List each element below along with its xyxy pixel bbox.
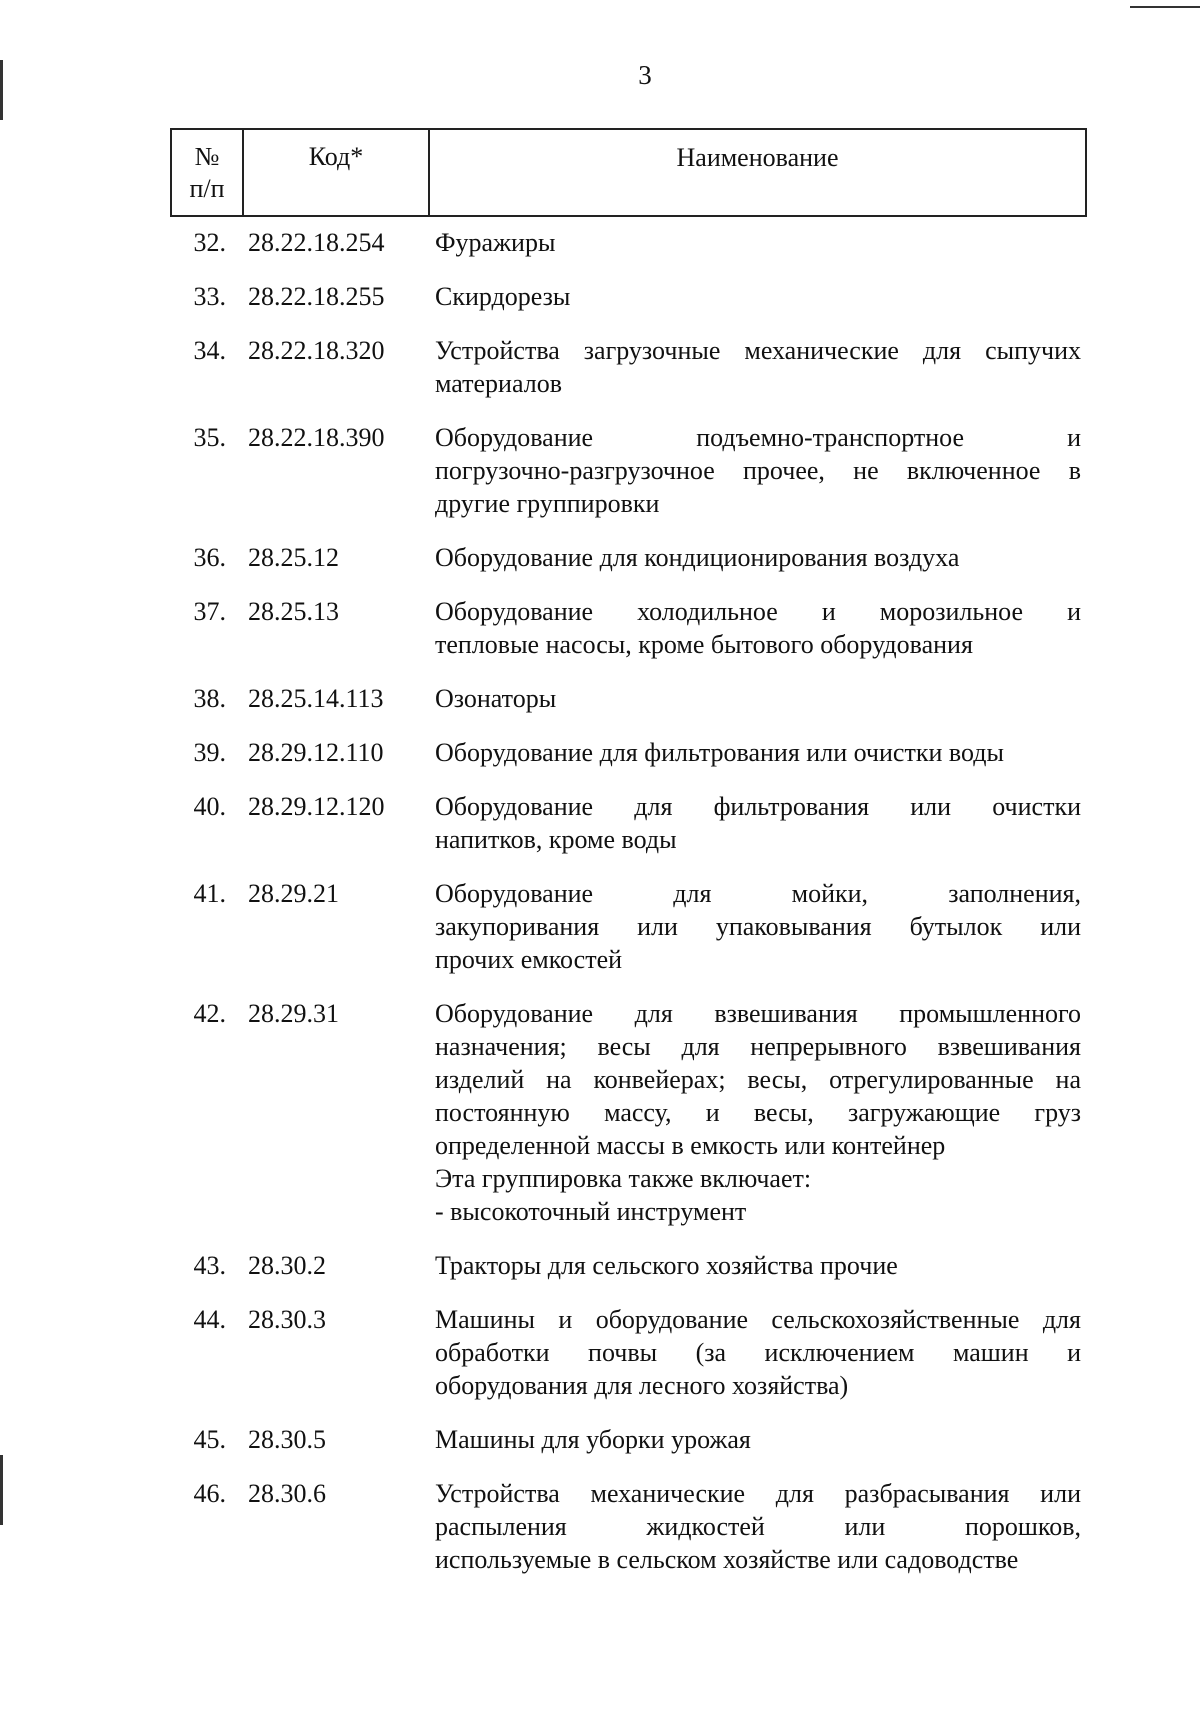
row-name — [435, 790, 1081, 856]
table-row — [170, 595, 1087, 661]
row-code: 28.22.18.320 — [248, 336, 385, 365]
row-code: 28.30.2 — [248, 1251, 326, 1280]
row-code: 28.22.18.255 — [248, 282, 385, 311]
row-name-line: Устройства загрузочные механические для сыпучих — [435, 336, 1081, 365]
row-name-line: Оборудование для кондиционирования воздуха — [435, 543, 960, 572]
header-number-line: № — [194, 142, 220, 171]
row-name-line: назначения; весы для непрерывного взвешивания — [435, 1032, 1081, 1061]
row-name-line: - высокоточный инструмент — [435, 1197, 747, 1226]
table-body — [170, 226, 1087, 1597]
page-number: 3 — [638, 60, 652, 90]
row-name-line: Скирдорезы — [435, 282, 571, 311]
row-number: 42. — [193, 999, 226, 1028]
row-name — [435, 541, 1081, 574]
table-header — [170, 128, 1087, 217]
row-name-line: Машины для уборки урожая — [435, 1425, 751, 1454]
row-name-line: Машины и оборудование сельскохозяйственные для — [435, 1305, 1081, 1334]
row-number: 33. — [193, 282, 226, 311]
row-number: 34. — [193, 336, 226, 365]
table-row — [170, 1249, 1087, 1282]
row-code: 28.30.3 — [248, 1305, 326, 1334]
row-number: 43. — [193, 1251, 226, 1280]
row-number: 32. — [193, 228, 226, 257]
row-number: 35. — [193, 423, 226, 452]
corner-line — [1130, 6, 1200, 8]
table-row — [170, 334, 1087, 400]
row-name — [435, 334, 1081, 400]
row-number: 40. — [193, 792, 226, 821]
row-number: 36. — [193, 543, 226, 572]
table-row — [170, 736, 1087, 769]
row-name — [435, 877, 1081, 976]
header-number-column — [172, 130, 244, 215]
row-name-line: Оборудование для фильтрования или очистки воды — [435, 738, 1004, 767]
binding-edge-mark — [0, 60, 3, 120]
row-code: 28.22.18.254 — [248, 228, 385, 257]
row-name-line: тепловые насосы, кроме бытового оборудования — [435, 630, 973, 659]
row-name-line: погрузочно-разгрузочное прочее, не включенное в — [435, 456, 1081, 485]
binding-edge-mark — [0, 1455, 3, 1525]
row-code: 28.30.6 — [248, 1479, 326, 1508]
row-number: 39. — [193, 738, 226, 767]
table-row — [170, 682, 1087, 715]
row-name-line: оборудования для лесного хозяйства) — [435, 1371, 849, 1400]
row-name — [435, 595, 1081, 661]
row-name-line: Оборудование холодильное и морозильное и — [435, 597, 1081, 626]
table-row — [170, 1477, 1087, 1576]
row-name-line: закупоривания или упаковывания бутылок или — [435, 912, 1081, 941]
row-name-line: изделий на конвейерах; весы, отрегулированные на — [435, 1065, 1081, 1094]
row-code: 28.25.12 — [248, 543, 339, 572]
row-name — [435, 1423, 1081, 1456]
row-name — [435, 1303, 1081, 1402]
row-name-line: напитков, кроме воды — [435, 825, 677, 854]
row-name — [435, 1249, 1081, 1282]
row-name-line: Озонаторы — [435, 684, 557, 713]
row-name — [435, 997, 1081, 1228]
row-number: 38. — [193, 684, 226, 713]
row-name-line: Оборудование подъемно-транспортное и — [435, 423, 1081, 452]
row-code: 28.29.12.120 — [248, 792, 385, 821]
table-row — [170, 790, 1087, 856]
header-name-column: Наименование — [676, 143, 839, 172]
row-code: 28.22.18.390 — [248, 423, 385, 452]
row-code: 28.25.14.113 — [248, 684, 384, 713]
row-name-line: Фуражиры — [435, 228, 556, 257]
table-row — [170, 1423, 1087, 1456]
row-code: 28.25.13 — [248, 597, 339, 626]
row-number: 46. — [193, 1479, 226, 1508]
row-number: 45. — [193, 1425, 226, 1454]
row-name-line: прочих емкостей — [435, 945, 623, 974]
row-name — [435, 421, 1081, 520]
row-name-line: используемые в сельском хозяйстве или садоводстве — [435, 1545, 1019, 1574]
row-name-line: Устройства механические для разбрасывания или — [435, 1479, 1081, 1508]
row-name-line: Оборудование для взвешивания промышленного — [435, 999, 1081, 1028]
row-number: 41. — [193, 879, 226, 908]
row-name — [435, 1477, 1081, 1576]
table-row — [170, 541, 1087, 574]
table-row — [170, 1303, 1087, 1402]
header-code-column: Код* — [244, 130, 430, 215]
row-code: 28.29.12.110 — [248, 738, 384, 767]
table-row — [170, 997, 1087, 1228]
row-name-line: другие группировки — [435, 489, 660, 518]
row-name — [435, 280, 1081, 313]
row-name — [435, 682, 1081, 715]
table-row — [170, 226, 1087, 259]
header-number-line: п/п — [189, 174, 225, 203]
row-code: 28.29.21 — [248, 879, 339, 908]
table-row — [170, 877, 1087, 976]
row-name-line: материалов — [435, 369, 562, 398]
row-name — [435, 736, 1081, 769]
table-row — [170, 280, 1087, 313]
row-name-line: Тракторы для сельского хозяйства прочие — [435, 1251, 898, 1280]
row-name — [435, 226, 1081, 259]
row-name-line: Оборудование для фильтрования или очистки — [435, 792, 1081, 821]
row-name-line: распыления жидкостей или порошков, — [435, 1512, 1081, 1541]
row-code: 28.29.31 — [248, 999, 339, 1028]
row-number: 44. — [193, 1305, 226, 1334]
row-code: 28.30.5 — [248, 1425, 326, 1454]
row-number: 37. — [193, 597, 226, 626]
row-name-line: постоянную массу, и весы, загружающие груз — [435, 1098, 1081, 1127]
row-name-line: Оборудование для мойки, заполнения, — [435, 879, 1081, 908]
row-name-line: определенной массы в емкость или контейнер — [435, 1131, 946, 1160]
row-name-line: обработки почвы (за исключением машин и — [435, 1338, 1081, 1367]
table-row — [170, 421, 1087, 520]
row-name-line: Эта группировка также включает: — [435, 1164, 812, 1193]
